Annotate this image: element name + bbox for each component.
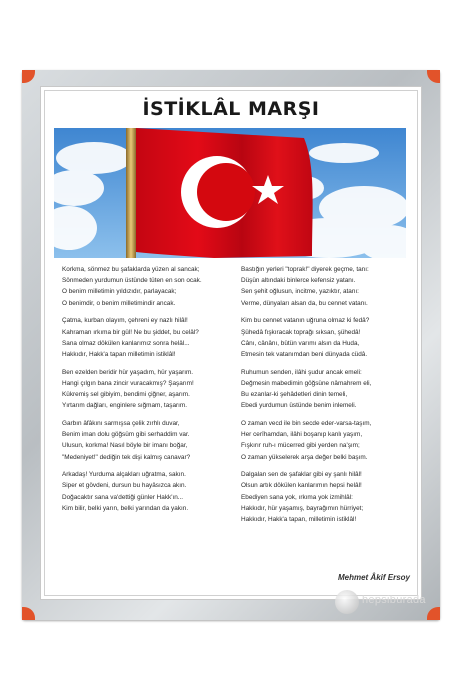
anthem-left-column — [62, 264, 234, 521]
verse-line: Kahraman ırkıma bir gül! Ne bu şiddet, bu celâl? — [62, 328, 199, 336]
poster-title: İSTİKLÂL MARŞI — [142, 98, 320, 120]
verse-line: Hangi çılgın bana zincir vuracakmış? Şaşarım! — [62, 379, 194, 387]
verse-line: Hakkıdır, Hakk'a tapan, milletimin istiklâl! — [241, 516, 357, 524]
stanza — [62, 469, 234, 514]
verse-line: Sen şehit oğlusun, incitme, yazıktır, atanı: — [241, 288, 359, 296]
verse-line: O benim milletimin yıldızıdır, parlayacak; — [62, 288, 177, 296]
verse-line: Her cerîhamdan, ilâhi boşanıp kanlı yaşım, — [241, 431, 363, 439]
verse-line: Ulusun, korkma! Nasıl böyle bir imanı boğar, — [62, 442, 188, 450]
stanza — [241, 315, 413, 360]
verse-line: Hakkıdır, Hakk'a tapan milletimin istiklâl! — [62, 350, 176, 358]
verse-line: Fışkırır ruh-ı mücerred gibi yerden na'şım; — [241, 442, 360, 450]
verse-line: Kükremiş sel gibiyim, bendimi çiğner, aşarım. — [62, 391, 190, 399]
verse-line: Yırtarım dağları, enginlere sığmam, taşarım. — [62, 402, 188, 410]
verse-line: Ben ezelden beridir hür yaşadım, hür yaşarım. — [62, 368, 194, 376]
verse-line: Siper et gövdeni, dursun bu hayâsızca akın. — [62, 482, 187, 490]
verse-line: Düşün altındaki binlerce kefensiz yatanı. — [241, 277, 356, 285]
verse-line: O zaman vecd ile bin secde eder-varsa-taşım, — [241, 419, 372, 427]
stanza — [241, 367, 413, 412]
stanza — [241, 264, 413, 309]
verse-line: Benim iman dolu göğsüm gibi serhaddim var. — [62, 431, 190, 439]
verse-line: Şühedâ fışkıracak toprağı sıksan, şühedâ! — [241, 328, 361, 336]
verse-line: O benimdir, o benim milletimindir ancak. — [62, 299, 176, 307]
verse-line: Ruhumun senden, ilâhi şudur ancak emeli: — [241, 368, 362, 376]
verse-line: Ebediyen sana yok, ırkıma yok izmihlâl: — [241, 493, 353, 501]
verse-line: O zaman yükselerek arşa değer belki başım. — [241, 453, 368, 461]
verse-line: Değmesin mabedimin göğsüne nâmahrem eli, — [241, 379, 372, 387]
stanza — [62, 264, 234, 309]
poem-author: Mehmet Âkif Ersoy — [337, 573, 410, 582]
verse-line: Bastığın yerleri "toprak!" diyerek geçme, tanı: — [241, 266, 369, 273]
stanza — [241, 469, 413, 525]
turkish-flag-image — [54, 128, 406, 258]
verse-line: Çatma, kurban olayım, çehreni ey nazlı hilâl! — [62, 317, 188, 325]
verse-line: Kim bu cennet vatanın uğruna olmaz ki fedâ? — [241, 317, 370, 325]
verse-line: Etmesin tek vatanımdan beni dünyada cüdâ. — [241, 350, 368, 358]
stanza — [241, 418, 413, 463]
watermark-logo-icon — [335, 590, 359, 614]
verse-line: Kim bilir, belki yarın, belki yarından da yakın. — [62, 504, 189, 512]
stanza — [62, 367, 234, 412]
verse-line: "Medeniyet!" dediğin tek dişi kalmış canavar? — [62, 453, 191, 461]
verse-line: Ebedi yurdumun üstünde benim inlemeli. — [241, 402, 357, 410]
anthem-right-column — [241, 264, 413, 532]
verse-line: Verme, dünyaları alsan da, bu cennet vatanı. — [241, 299, 368, 307]
verse-line: Arkadaş! Yurduma alçakları uğratma, sakın. — [62, 471, 186, 479]
verse-line: Sönmeden yurdumun üstünde tüten en son ocak. — [62, 277, 202, 285]
verse-line: Sana olmaz dökülen kanlarımız sonra helâl... — [62, 339, 190, 347]
verse-line: Cânı, cânânı, bütün varımı alsın da Huda, — [241, 339, 360, 347]
verse-line: Olsun artık dökülen kanlarımın hepsi helâl! — [241, 482, 362, 490]
watermark-text: hepsiburada — [362, 594, 426, 606]
verse-line: Korkma, sönmez bu şafaklarda yüzen al sancak; — [62, 266, 200, 273]
verse-line: Dalgalan sen de şafaklar gibi ey şanlı hilâl! — [241, 471, 362, 479]
verse-line: Hakkıdır, hür yaşamış, bayrağımın hürriyet; — [241, 504, 364, 512]
stanza — [62, 418, 234, 463]
verse-line: Garbın âfâkını sarmışsa çelik zırhlı duvar, — [62, 419, 180, 427]
verse-line: Doğacaktır sana va'dettiği günler Hakk'ın... — [62, 493, 184, 501]
flag-photo — [54, 128, 406, 258]
stanza — [62, 315, 234, 360]
verse-line: Bu ezanlar-ki şehâdetleri dinin temeli, — [241, 391, 348, 399]
